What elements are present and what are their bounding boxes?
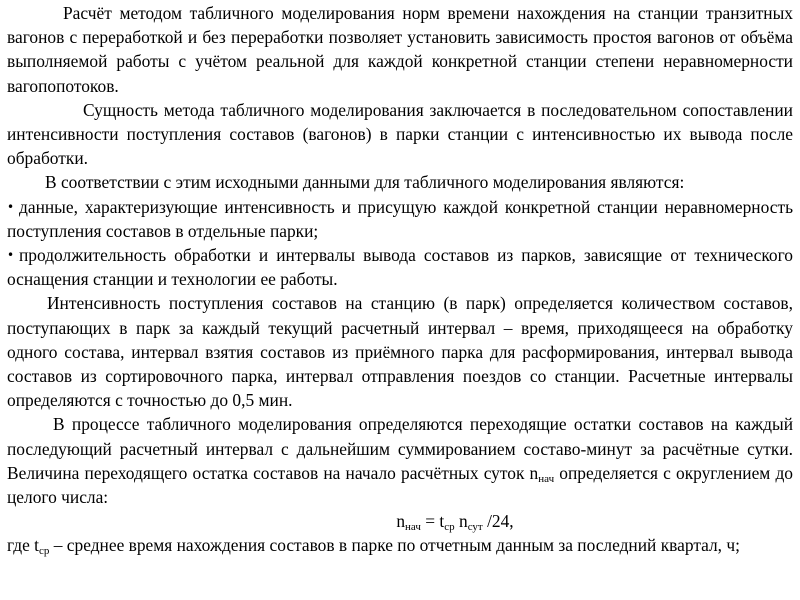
subscript: нач bbox=[405, 521, 421, 534]
document-page bbox=[7, 0, 793, 600]
subscript: нач bbox=[538, 472, 555, 485]
subscript: ср bbox=[39, 545, 50, 558]
list-item bbox=[7, 195, 793, 243]
formula-var-n: n bbox=[396, 511, 406, 532]
where-lead: где t bbox=[7, 535, 40, 556]
paragraph-method-essence: Сущность метода табличного моделирования заключается в последовательном сопоставлении интенсивности поступления составов (вагонов) в парки станции с интенсивностью их вывода после обработки. bbox=[7, 99, 793, 169]
bullet-icon: • bbox=[7, 199, 15, 214]
paragraph-source-data-intro: В соответствии с этим исходными данными для табличного моделирования являются: bbox=[45, 172, 685, 193]
paragraph-arrival-intensity: Интенсивность поступления составов на станцию (в парк) определяется количеством составов, поступающих в парк за каждый текущий расчетный интервал – время, приходящееся на обработку одного состава, интервал взятия составов из приёмного парка для расформирования, интервал вывода составов из сортировочного парка, интервал отправления поездов со станции. Расчетные интервалы определяются с точностью до 0,5 мин. bbox=[7, 293, 793, 411]
subscript: ср bbox=[444, 521, 455, 534]
paragraph-text-tail: определяется с округлением до целого числа: bbox=[7, 462, 793, 508]
formula-equals-t: = t bbox=[420, 511, 445, 532]
where-text: – среднее время нахождения составов в парке по отчетным данным за последний квартал, ч; bbox=[49, 535, 740, 556]
paragraph-where-definition bbox=[7, 533, 793, 557]
paragraph-modeling-process bbox=[7, 412, 793, 509]
paragraph-text: В процессе табличного моделирования определяются переходящие остатки составов на каждый последующий расчетный интервал с дальнейшим суммированием составо-минут за расчётные сутки. Величина переходящего остатка составов на начало расчётных суток n bbox=[7, 414, 793, 483]
list-item bbox=[7, 243, 793, 291]
formula-var-n2: n bbox=[454, 511, 468, 532]
bullet-icon: • bbox=[7, 248, 15, 263]
formula-tail: /24, bbox=[482, 511, 514, 532]
subscript: сут bbox=[467, 521, 483, 534]
list-item-text: данные, характеризующие интенсивность и присущую каждой конкретной станции неравномерность поступления составов в отдельные парки; bbox=[7, 196, 793, 241]
formula bbox=[7, 509, 793, 533]
list-item-text: продолжительность обработки и интервалы вывода составов из парков, зависящие от технического оснащения станции и технологии ее работы. bbox=[7, 245, 793, 290]
paragraph-method-purpose: Расчёт методом табличного моделирования норм времени нахождения на станции транзитных вагонов с переработкой и без переработки позволяет установить зависимость простоя вагонов от объёма выполняемой работы с учётом реальной для каждой конкретной станции степени неравномерности вагопопотоков. bbox=[7, 3, 793, 96]
